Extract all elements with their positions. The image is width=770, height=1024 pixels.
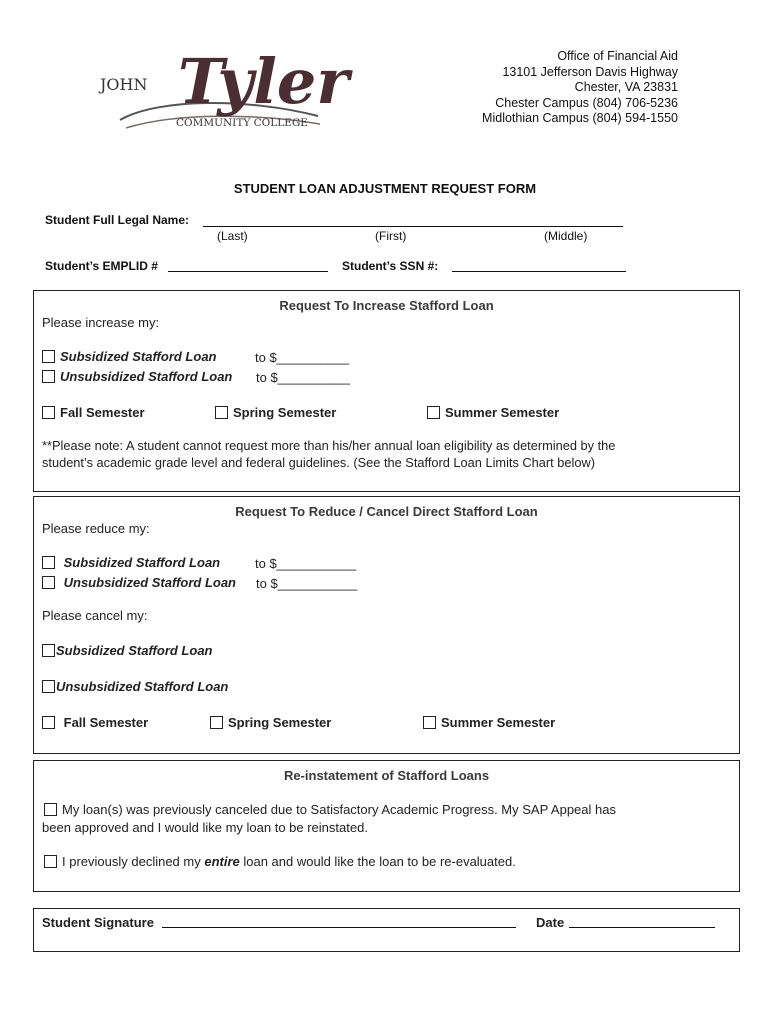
increase-spring-checkbox[interactable] xyxy=(215,406,228,419)
office-address xyxy=(482,49,678,127)
increase-section xyxy=(33,290,740,492)
logo-college-text: COMMUNITY COLLEGE xyxy=(176,117,308,129)
increase-title: Request To Increase Stafford Loan xyxy=(279,298,494,313)
last-name-caption: (Last) xyxy=(217,229,248,243)
date-field[interactable] xyxy=(569,915,715,928)
reduce-summer-label: Summer Semester xyxy=(441,715,556,730)
reduce-fall-checkbox[interactable] xyxy=(42,716,55,729)
office-line: Office of Financial Aid xyxy=(557,49,678,63)
increase-unsubsidized-row xyxy=(42,369,232,384)
office-line: Chester, VA 23831 xyxy=(574,80,678,94)
reinstate-option1-text: My loan(s) was previously canceled due to Satisfactory Academic Progress. My SAP Appeal has xyxy=(62,802,616,817)
college-logo xyxy=(98,28,350,148)
reinstate-option1-text-cont: been approved and I would like my loan to be reinstated. xyxy=(42,820,368,835)
first-name-caption: (First) xyxy=(375,229,407,243)
ssn-label: Student’s SSN #: xyxy=(342,259,439,273)
form-title: STUDENT LOAN ADJUSTMENT REQUEST FORM xyxy=(233,181,537,196)
reduce-unsubsidized-checkbox[interactable] xyxy=(42,576,55,589)
reinstate-option1-row xyxy=(44,802,616,817)
cancel-subsidized-label: Subsidized Stafford Loan xyxy=(56,643,213,658)
cancel-unsubsidized-row xyxy=(42,679,228,694)
increase-unsubsidized-amount[interactable]: to $__________ xyxy=(256,370,350,385)
reduce-fall-label: Fall Semester xyxy=(63,715,149,730)
increase-note-line1: **Please note: A student cannot request more than his/her annual loan eligibility as determined by the xyxy=(42,438,616,453)
increase-spring-option xyxy=(215,405,336,420)
reduce-subsidized-row xyxy=(42,555,220,570)
reduce-subsidized-checkbox[interactable] xyxy=(42,556,55,569)
logo-john-text: JOHN xyxy=(100,75,148,94)
office-line: 13101 Jefferson Davis Highway xyxy=(502,64,678,79)
increase-subsidized-checkbox[interactable] xyxy=(42,350,55,363)
reduce-fall-option xyxy=(42,715,148,730)
reinstate-option2-pre: I previously declined my xyxy=(62,854,205,869)
signature-section xyxy=(33,908,740,952)
increase-fall-option xyxy=(42,405,145,420)
signature-label: Student Signature xyxy=(42,915,154,930)
date-label: Date xyxy=(536,915,565,930)
reduce-unsubsidized-label: Unsubsidized Stafford Loan xyxy=(63,575,237,590)
reinstate-option2-checkbox[interactable] xyxy=(44,855,57,868)
ssn-field[interactable] xyxy=(452,259,626,272)
middle-name-caption: (Middle) xyxy=(544,229,588,243)
reduce-subsidized-amount[interactable]: to $___________ xyxy=(255,556,357,571)
reduce-summer-checkbox[interactable] xyxy=(423,716,436,729)
full-name-label: Student Full Legal Name: xyxy=(45,213,190,227)
office-line: Chester Campus (804) 706-5236 xyxy=(495,95,678,110)
cancel-intro: Please cancel my: xyxy=(42,608,148,623)
reinstate-section xyxy=(33,760,740,892)
increase-fall-label: Fall Semester xyxy=(60,405,145,420)
increase-subsidized-amount[interactable]: to $__________ xyxy=(255,350,349,365)
reduce-unsubsidized-row xyxy=(42,575,236,590)
reduce-section xyxy=(33,496,740,754)
increase-spring-label: Spring Semester xyxy=(233,405,337,420)
emplid-label: Student’s EMPLID # xyxy=(45,259,158,273)
emplid-field[interactable] xyxy=(168,259,328,272)
increase-unsubsidized-checkbox[interactable] xyxy=(42,370,55,383)
office-line: Midlothian Campus (804) 594-1550 xyxy=(482,111,678,125)
logo-script-text: Tyler xyxy=(178,45,350,118)
reinstate-option1-checkbox[interactable] xyxy=(44,803,57,816)
reduce-title: Request To Reduce / Cancel Direct Stafford Loan xyxy=(235,504,538,519)
increase-summer-label: Summer Semester xyxy=(445,405,560,420)
increase-intro: Please increase my: xyxy=(42,315,160,330)
increase-subsidized-label: Subsidized Stafford Loan xyxy=(60,349,217,364)
full-name-field[interactable] xyxy=(203,214,623,227)
reinstate-option2-post: loan and would like the loan to be re-evaluated. xyxy=(239,854,516,869)
reduce-unsubsidized-amount[interactable]: to $___________ xyxy=(256,576,358,591)
signature-field[interactable] xyxy=(162,915,516,928)
increase-subsidized-row xyxy=(42,349,217,364)
reduce-spring-checkbox[interactable] xyxy=(210,716,223,729)
reinstate-title: Re-instatement of Stafford Loans xyxy=(283,768,490,783)
reinstate-option2-row xyxy=(44,854,516,869)
reduce-intro: Please reduce my: xyxy=(42,521,150,536)
increase-unsubsidized-label: Unsubsidized Stafford Loan xyxy=(60,369,233,384)
logo-swoosh-icon xyxy=(98,28,350,148)
increase-fall-checkbox[interactable] xyxy=(42,406,55,419)
reinstate-option2-emphasis: entire xyxy=(204,854,240,869)
increase-summer-option xyxy=(427,405,559,420)
cancel-unsubsidized-label: Unsubsidized Stafford Loan xyxy=(56,679,229,694)
reduce-spring-label: Spring Semester xyxy=(228,715,332,730)
increase-note-line2: student’s academic grade level and federal guidelines. (See the Stafford Loan Limits Chart below) xyxy=(42,455,595,470)
reduce-subsidized-label: Subsidized Stafford Loan xyxy=(63,555,221,570)
reduce-summer-option xyxy=(423,715,555,730)
increase-summer-checkbox[interactable] xyxy=(427,406,440,419)
cancel-unsubsidized-checkbox[interactable] xyxy=(42,680,55,693)
reduce-spring-option xyxy=(210,715,331,730)
cancel-subsidized-row xyxy=(42,643,213,658)
cancel-subsidized-checkbox[interactable] xyxy=(42,644,55,657)
